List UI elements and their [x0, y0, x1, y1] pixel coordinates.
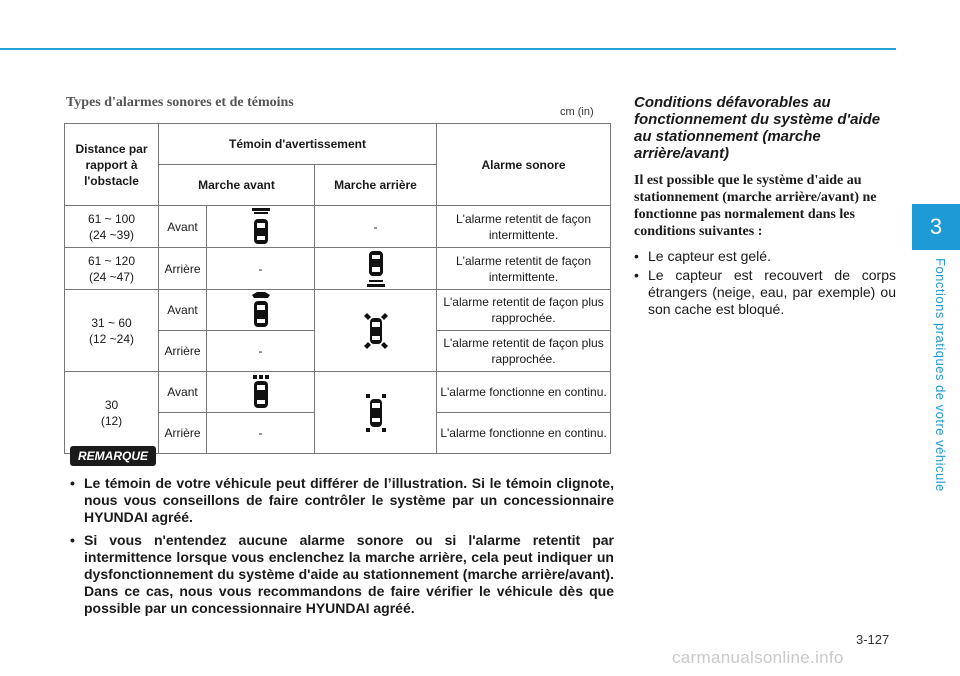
front-indicator-cell: - [207, 248, 315, 290]
chapter-title: Fonctions pratiques de votre véhicule [933, 258, 948, 492]
table-row [65, 290, 611, 331]
header-front: Marche avant [159, 165, 315, 206]
front-indicator-cell [207, 206, 315, 248]
header-distance: Distance par rapport à l'obstacle [65, 124, 159, 206]
distance-cell: 30 (12) [65, 372, 159, 454]
distance-cell: 31 ~ 60 (12 ~24) [65, 290, 159, 372]
watermark: carmanualsonline.info [672, 648, 844, 667]
conditions-list [634, 248, 896, 318]
front-indicator-cell: - [207, 413, 315, 454]
note-list [66, 475, 614, 623]
condition-item: • Le capteur est recouvert de corps étrangers (neige, eau, par exemple) ou son cache est bloqué. [634, 267, 896, 318]
rear-sensors-far-icon [365, 250, 387, 288]
alarm-cell: L'alarme retentit de façon intermittente. [437, 248, 611, 290]
note-badge: REMARQUE [70, 446, 156, 466]
rear-indicator-cell [315, 248, 437, 290]
rear-indicator-cell [315, 290, 437, 372]
note-item: • Le témoin de votre véhicule peut différer de l’illustration. Si le témoin clignote, nous vous conseillons de faire contrôler le système par un concessionnaire HYUNDAI agréé. [66, 475, 614, 526]
alarm-table [64, 123, 611, 454]
table-row [65, 248, 611, 290]
direction-cell: Avant [159, 372, 207, 413]
front-indicator-cell: - [207, 331, 315, 372]
unit-note: cm (in) [560, 106, 594, 118]
front-indicator-cell [207, 372, 315, 413]
direction-cell: Arrière [159, 248, 207, 290]
direction-cell: Arrière [159, 331, 207, 372]
front-sensors-far-icon [250, 208, 272, 246]
header-rule [0, 48, 896, 50]
table-row [65, 372, 611, 413]
alarm-cell: L'alarme retentit de façon plus rapprochée. [437, 331, 611, 372]
conditions-title: Conditions défavorables au fonctionnement du système d'aide au stationnement (marche arrière/avant) [634, 94, 881, 162]
front-sensors-mid-icon [249, 292, 273, 328]
header-rear: Marche arrière [315, 165, 437, 206]
page-number: 3-127 [856, 632, 890, 647]
alarm-cell: L'alarme retentit de façon intermittente. [437, 206, 611, 248]
section-title: Types d'alarmes sonores et de témoins [66, 95, 294, 110]
distance-cell: 61 ~ 120 (24 ~47) [65, 248, 159, 290]
rear-indicator-cell: - [315, 206, 437, 248]
direction-cell: Avant [159, 206, 207, 248]
rear-indicator-cell [315, 372, 437, 454]
chapter-tab [912, 204, 960, 250]
conditions-intro: Il est possible que le système d'aide au stationnement (marche arrière/avant) ne fonctionne pas normalement dans les conditions suivantes : [634, 173, 877, 239]
alarm-cell: L'alarme retentit de façon plus rapprochée. [437, 290, 611, 331]
all-sensors-mid-icon [362, 309, 390, 353]
condition-item: • Le capteur est gelé. [634, 248, 896, 265]
front-sensors-near-icon [250, 375, 272, 409]
header-indicator: Témoin d'avertissement [159, 124, 437, 165]
header-alarm: Alarme sonore [437, 124, 611, 206]
direction-cell: Arrière [159, 413, 207, 454]
table-row [65, 206, 611, 248]
distance-cell: 61 ~ 100 (24 ~39) [65, 206, 159, 248]
direction-cell: Avant [159, 290, 207, 331]
alarm-cell: L'alarme fonctionne en continu. [437, 413, 611, 454]
chapter-number: 3 [929, 214, 943, 239]
conditions-section [634, 94, 896, 320]
all-sensors-near-icon [364, 393, 388, 433]
front-indicator-cell [207, 290, 315, 331]
note-item: • Si vous n'entendez aucune alarme sonore ou si l'alarme retentit par intermittence lorsque vous enclenchez la marche arrière, cela peut indiquer un dysfonctionnement du système d'aide au stationnement (marche arrière/avant). Dans ce cas, nous vous recommandons de faire vérifier le véhicule dès que possible par un concessionnaire HYUNDAI agréé. [66, 532, 614, 617]
alarm-cell: L'alarme fonctionne en continu. [437, 372, 611, 413]
